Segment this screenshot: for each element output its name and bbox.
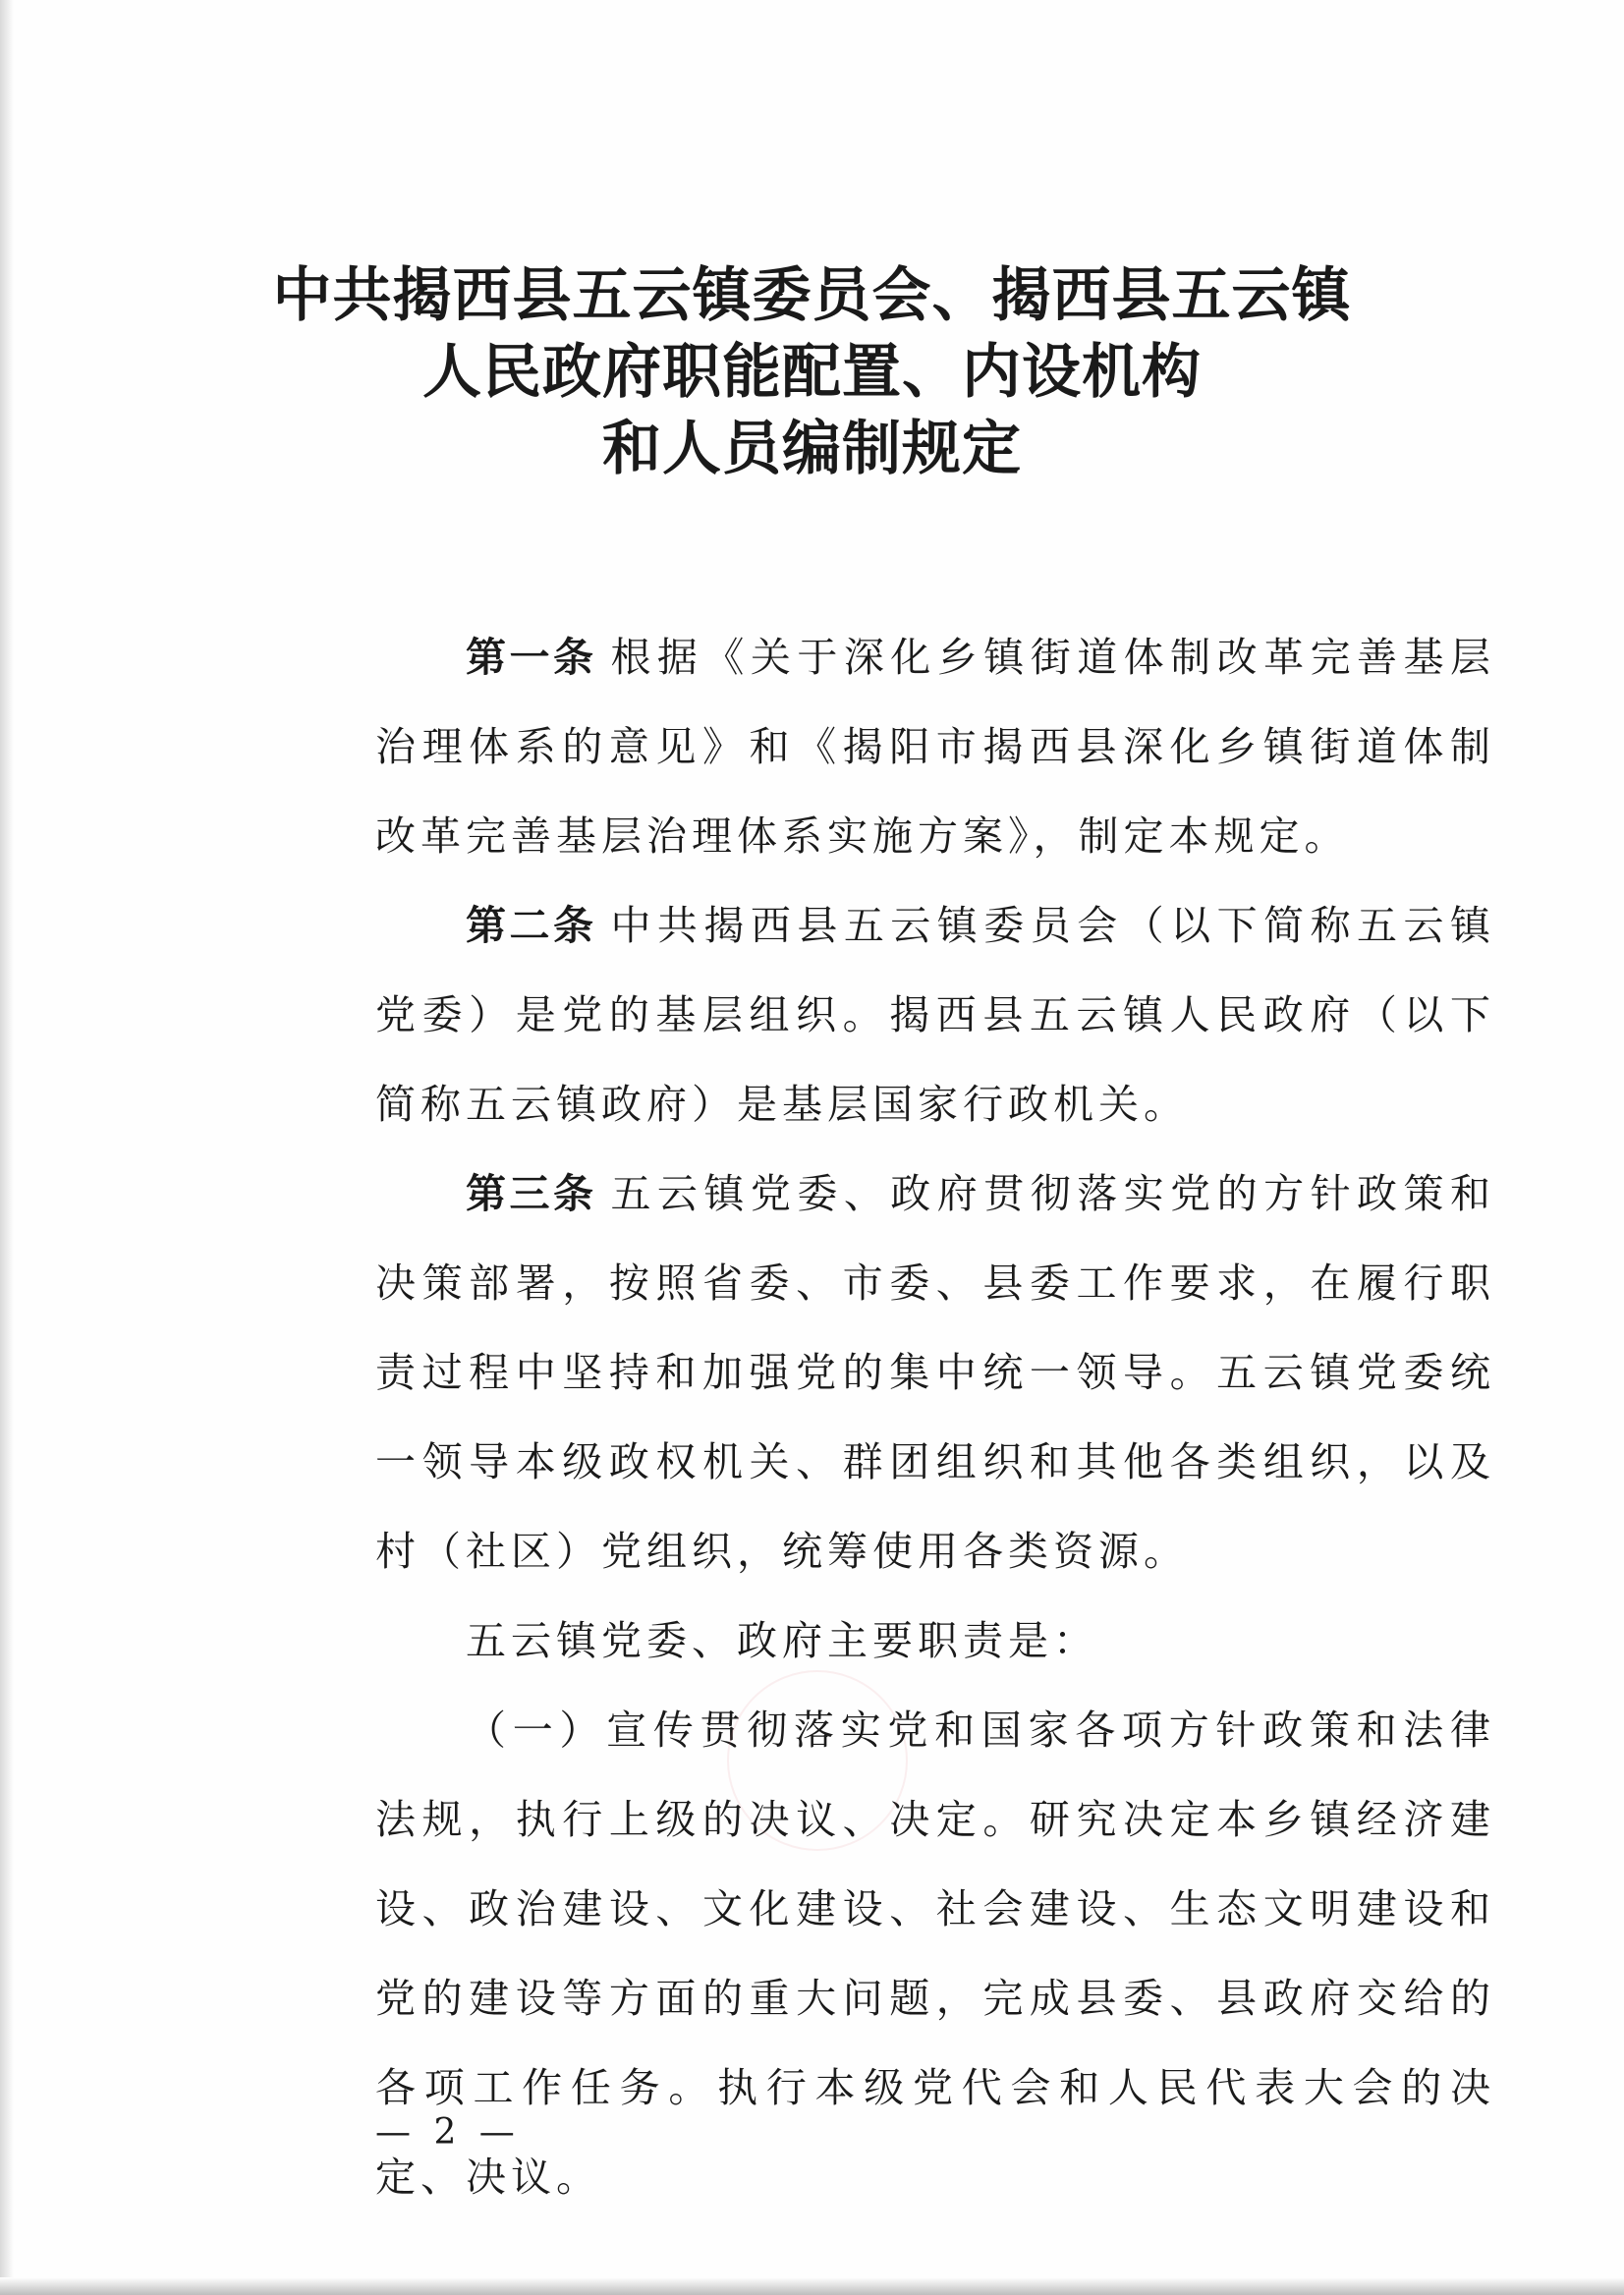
paragraph-text: 五云镇党委、政府主要职责是： (466, 1617, 1098, 1664)
paragraph-text: （一）宣传贯彻落实党和国家各项方针政策和法律法规，执行上级的决议、决定。研究决定本乡镇经济建设、政治建设、文化建设、社会建设、生态文明建设和党的建设等方面的重大问题，完成县委、县政府交给的各项工作任务。执行本级党代会和人民代表大会的决定、决议。 (375, 1707, 1495, 2201)
article-label: 第一条 (466, 634, 597, 681)
document-body (375, 613, 1495, 2222)
document-title (0, 257, 1624, 487)
article-3 (375, 1149, 1495, 1596)
duty-item-1 (375, 1686, 1495, 2222)
faint-seal-mark (727, 1670, 908, 1851)
article-2 (375, 881, 1495, 1149)
title-line-2: 人民政府职能配置、内设机构 (422, 338, 1202, 407)
page-number: — 2 — (375, 2112, 521, 2153)
article-1 (375, 613, 1495, 881)
article-label: 第三条 (466, 1170, 597, 1217)
article-text: 五云镇党委、政府贯彻落实党的方针政策和决策部署，按照省委、市委、县委工作要求，在履行职责过程中坚持和加强党的集中统一领导。五云镇党委统一领导本级政权机关、群团组织和其他各类组织，以及村（社区）党组织，统筹使用各类资源。 (375, 1170, 1496, 1575)
article-text: 中共揭西县五云镇委员会（以下简称五云镇党委）是党的基层组织。揭西县五云镇人民政府（以下简称五云镇政府）是基层国家行政机关。 (375, 902, 1496, 1128)
title-line-1: 中共揭西县五云镇委员会、揭西县五云镇 (272, 261, 1352, 330)
title-line-3: 和人员编制规定 (602, 415, 1022, 483)
article-label: 第二条 (466, 902, 597, 949)
duties-intro (375, 1596, 1495, 1686)
scan-bottom-edge (0, 2277, 1624, 2295)
article-text: 根据《关于深化乡镇街道体制改革完善基层治理体系的意见》和《揭阳市揭西县深化乡镇街道体制改革完善基层治理体系实施方案》，制定本规定。 (375, 634, 1496, 860)
